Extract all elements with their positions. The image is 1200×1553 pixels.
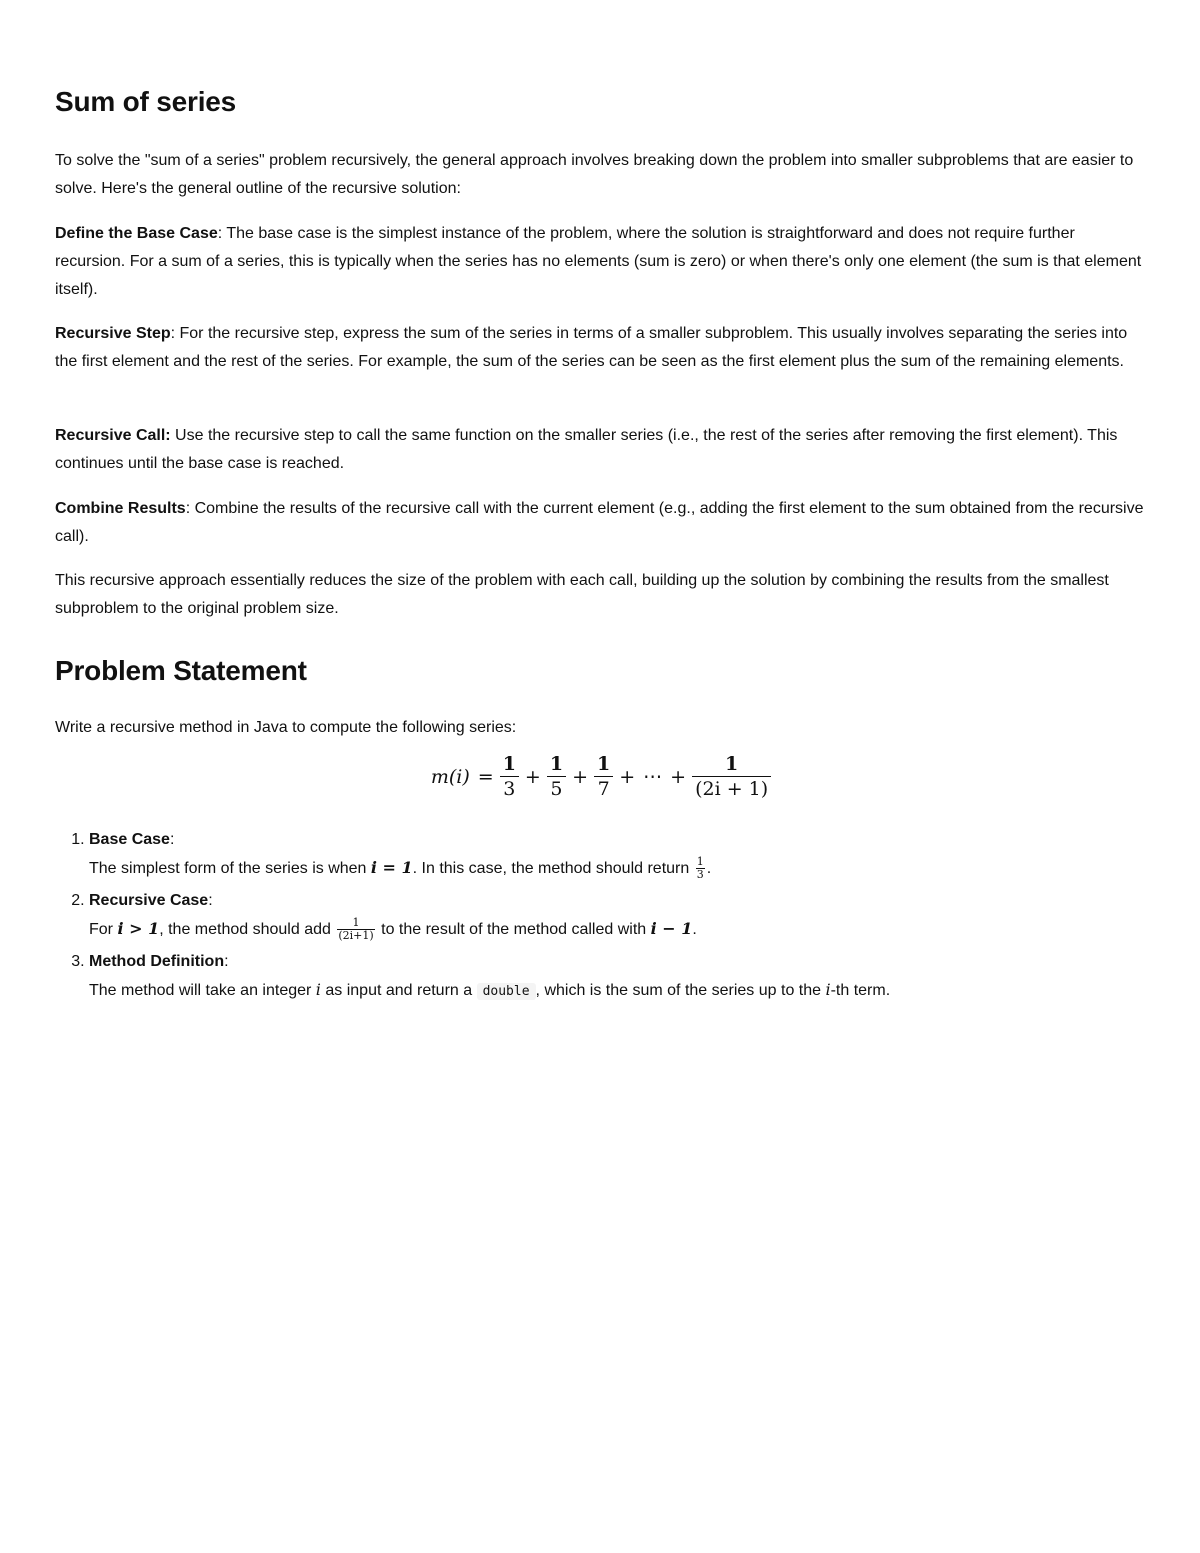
section-title: Recursive Call: [55, 427, 171, 444]
code-double: double [477, 983, 536, 1000]
section-text: For the recursive step, express the sum of the series in terms of a smaller subproblem. This usually involves separating the series into the first element and the rest of the series. For example, the sum of the series can be seen as the first element plus the sum of the remaining elements. [55, 325, 1128, 370]
heading-sum-of-series: Sum of series [55, 86, 237, 117]
section-combine-results: Combine Results: Combine the results of the recursive call with the current element (e.g., adding the first element to the sum obtained from the recursive call). [55, 500, 1144, 545]
section-base-case: Define the Base Case: The base case is the simplest instance of the problem, where the solution is straightforward and does not require further recursion. For a sum of a series, this is typically when the series has no elements (sum is zero) or when there's only one element (the sum is that element itself). [55, 225, 1142, 298]
series-formula: m(i) = $\frac{1}{3}$ + $\frac{1}{5}$ + $\frac{1}{7}$ + ⋯ + $\frac{1}{(2i + 1)}$ [0, 752, 1200, 801]
inline-fraction: $\frac{1}{(2i+1)}$ [338, 916, 374, 943]
heading-problem-statement: Problem Statement [55, 655, 307, 686]
section-text: Use the recursive step to call the same function on the smaller series (i.e., the rest of the series after removing the first element). This continues until the base case is reached. [55, 427, 1118, 472]
section-text: Combine the results of the recursive call with the current element (e.g., adding the first element to the sum obtained from the recursive call). [55, 500, 1144, 545]
formula-lhs: m(i) [430, 765, 470, 788]
list-item: 3. Method Definition: The method will take an integer i as input and return a double , which is the sum of the series up to the i-th term. [89, 948, 1179, 1006]
formula-term: $\frac{1}{7}$ [594, 752, 613, 801]
steps-list [55, 826, 1179, 1010]
section-title: Recursive Step [55, 325, 171, 342]
step-title: Base Case [89, 831, 170, 848]
formula-last-term: $\frac{1}{(2i + 1)}$ [692, 752, 771, 801]
list-item: 2. Recursive Case: For i > 1, the method should add $\frac{1}{(2i+1)}$ to the result of the method called with i − 1. [89, 887, 1179, 944]
formula-term: $\frac{1}{3}$ [500, 752, 519, 801]
section-text: The base case is the simplest instance of the problem, where the solution is straightforward and does not require further recursion. For a sum of a series, this is typically when the series has no elements (sum is zero) or when there's only one element (the sum is that element itself). [55, 225, 1142, 298]
section-recursive-step: Recursive Step: For the recursive step, express the sum of the series in terms of a smaller subproblem. This usually involves separating the series into the first element and the rest of the series. For example, the sum of the series can be seen as the first element plus the sum of the remaining elements. [55, 325, 1128, 370]
list-item: 1. Base Case: The simplest form of the series is when i = 1. In this case, the method should return $\frac{1}{3}$ . [89, 826, 1179, 883]
inline-math: i [825, 980, 831, 999]
step-title: Method Definition [89, 953, 225, 970]
intro-paragraph: To solve the "sum of a series" problem recursively, the general approach involves breaking down the problem into smaller subproblems that are easier to solve. Here's the general outline of the recursive solution: [55, 152, 1134, 197]
section-title: Combine Results [55, 500, 186, 517]
formula-term: $\frac{1}{5}$ [547, 752, 566, 801]
conclusion-paragraph: This recursive approach essentially reduces the size of the problem with each call, building up the solution by combining the results from the smallest subproblem to the original problem size. [55, 572, 1109, 617]
section-title: Define the Base Case [55, 225, 218, 242]
inline-math: i [315, 980, 321, 999]
inline-fraction: $\frac{1}{3}$ [696, 855, 704, 882]
section-recursive-call [55, 422, 1145, 478]
formula-equals: = [477, 765, 494, 788]
inline-math: i > 1 [117, 919, 160, 938]
formula-ellipsis: ⋯ [643, 765, 663, 788]
inline-math: i = 1 [370, 858, 413, 877]
problem-intro: Write a recursive method in Java to compute the following series: [55, 719, 517, 736]
step-title: Recursive Case [89, 892, 209, 909]
inline-math: i − 1 [650, 919, 693, 938]
